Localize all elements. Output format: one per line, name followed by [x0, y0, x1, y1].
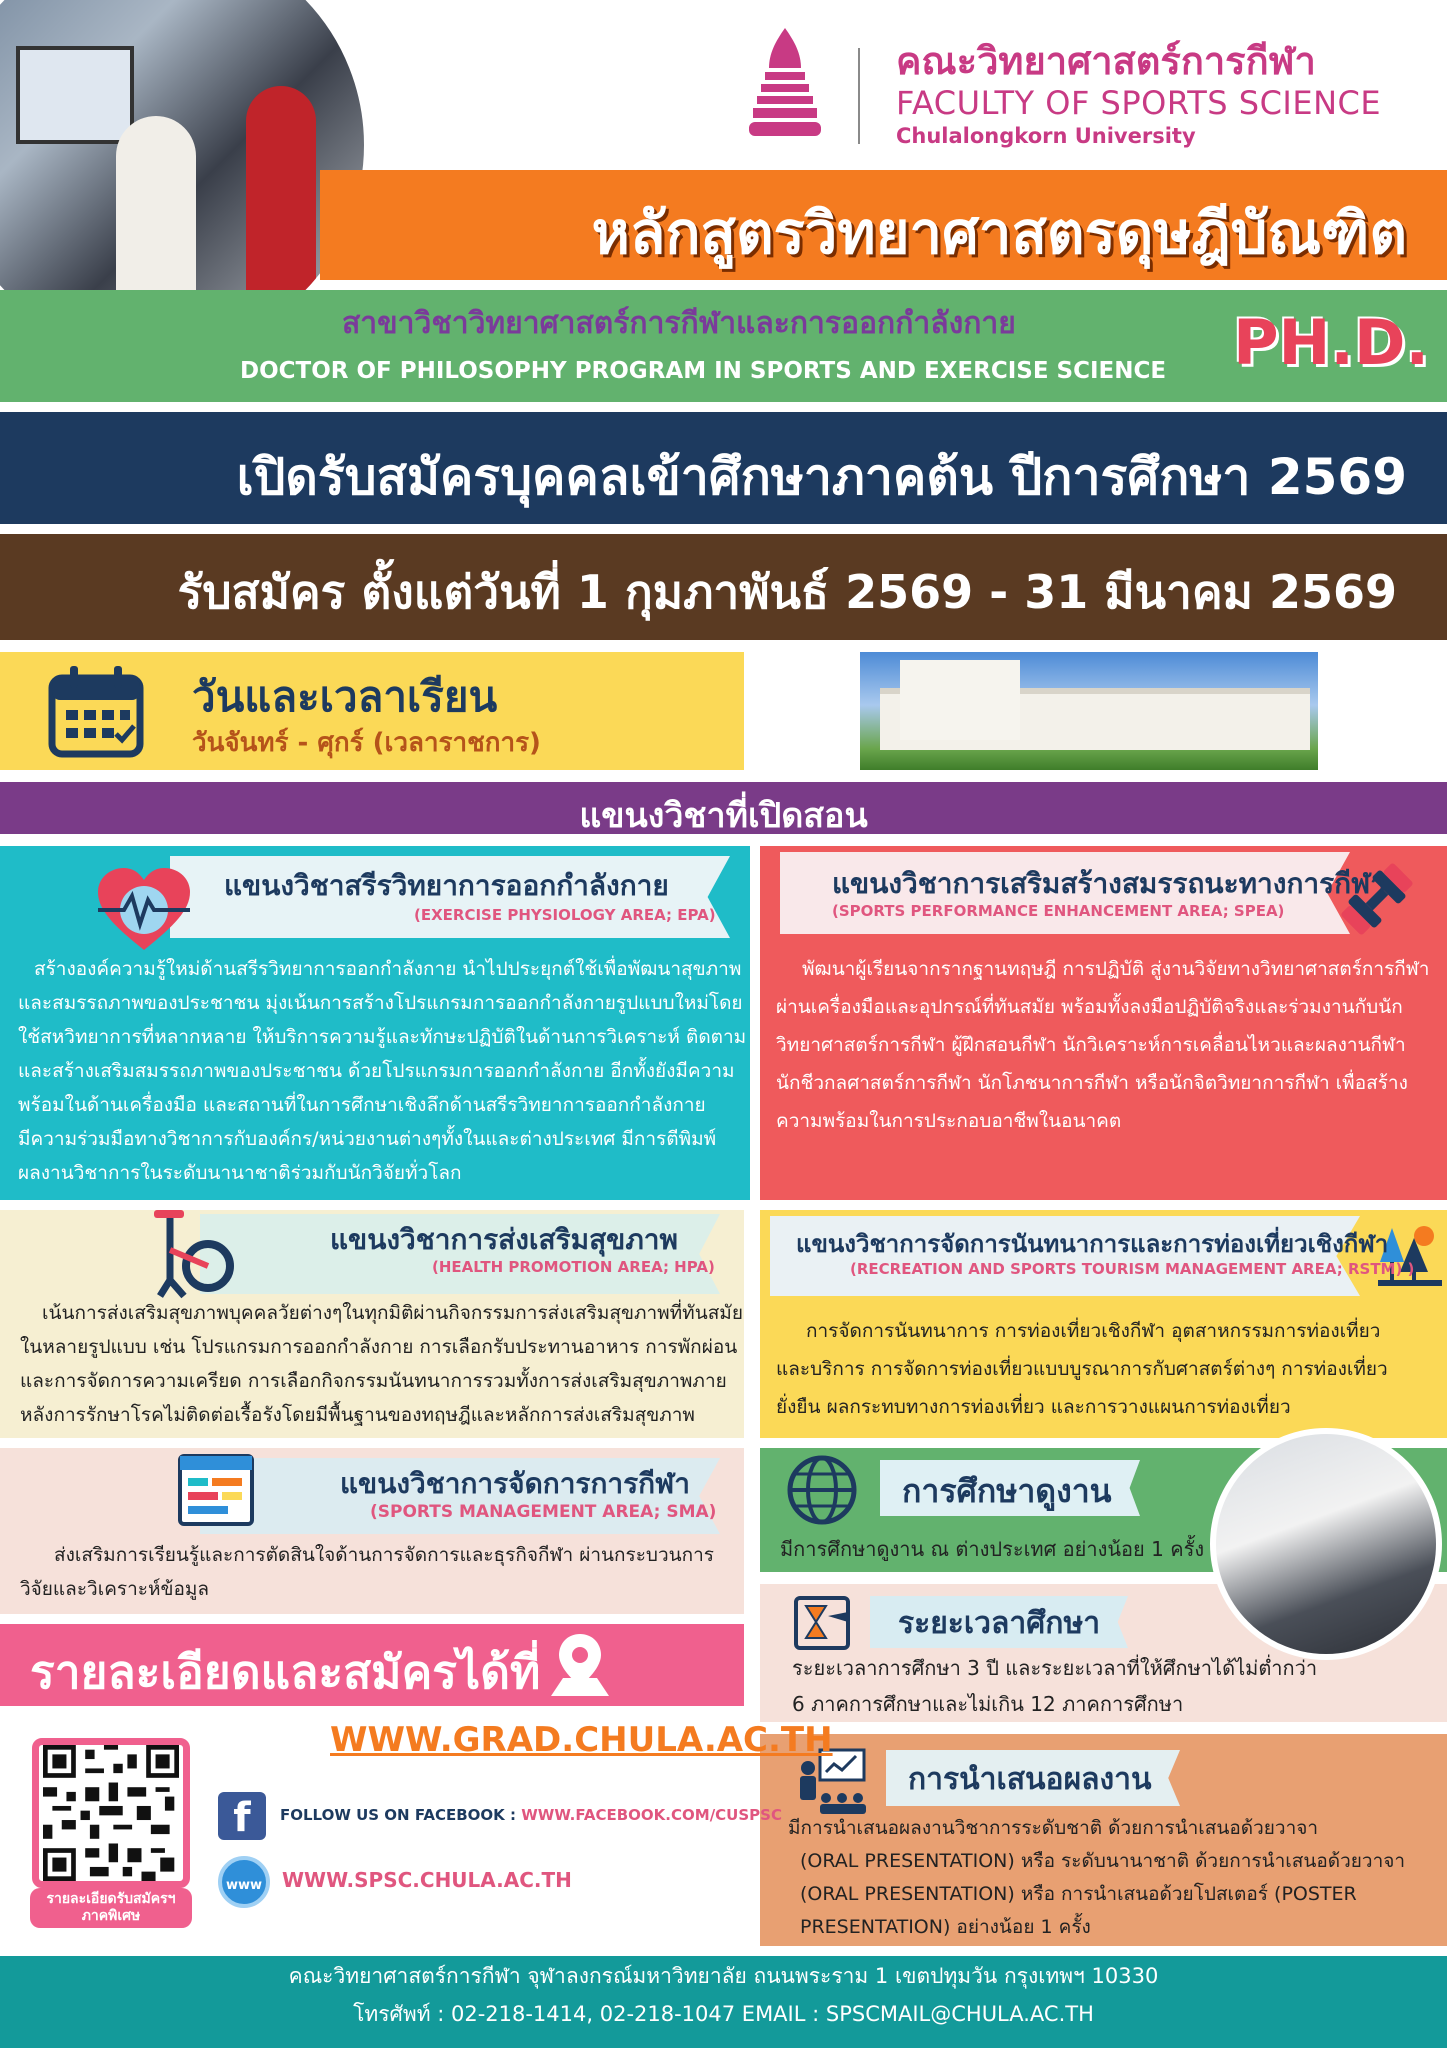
presentation-line: มีการนำเสนอผลงานวิชาการระดับชาติ ด้วยการนำเสนอด้วยวาจา [788, 1817, 1319, 1839]
schedule-board-icon [178, 1454, 254, 1526]
exercise-bike-icon [150, 1210, 240, 1300]
hourglass-icon [792, 1592, 852, 1652]
spea-line: ความพร้อมในการประกอบอาชีพในอนาคต [776, 1110, 1122, 1132]
rstm-description [776, 1312, 1436, 1426]
hpa-line: และการจัดการความเครียด การเลือกกิจกรรมนันทนาการรวมทั้งการส่งเสริมสุขภาพภาย [20, 1370, 727, 1392]
spea-line: วิทยาศาสตร์การกีฬา ผู้ฝึกสอนกีฬา นักวิเคราะห์การเคลื่อนไหวและผลงานกีฬา [776, 1034, 1406, 1056]
qr-code[interactable] [32, 1738, 190, 1888]
rstm-title: แขนงวิชาการจัดการนันทนาการและการท่องเที่ยวเชิงกีฬา [796, 1230, 1389, 1258]
rstm-line: และบริการ การจัดการท่องเที่ยวแบบบูรณาการกับศาสตร์ต่างๆ การท่องเที่ยว [776, 1358, 1388, 1380]
chula-emblem-icon [745, 24, 825, 144]
epa-subtitle: (EXERCISE PHYSIOLOGY AREA; EPA) [414, 906, 716, 924]
location-pin-icon [545, 1630, 615, 1700]
heart-pulse-icon [94, 866, 194, 954]
epa-line: ผลงานวิชาการในระดับนานาชาติร่วมกับนักวิจัยทั่วโลก [18, 1162, 462, 1184]
spea-description [776, 950, 1436, 1140]
gym-photo [1210, 1428, 1442, 1660]
qr-code-pattern [39, 1745, 183, 1881]
major-title-en: DOCTOR OF PHILOSOPHY PROGRAM IN SPORTS AND EXERCISE SCIENCE [240, 358, 1167, 384]
spea-line: นักชีวกลศาสตร์การกีฬา นักโภชนาการกีฬา หรือนักจิตวิทยาการกีฬา เพื่อสร้าง [776, 1072, 1408, 1094]
facebook-icon[interactable]: f [218, 1792, 266, 1840]
epa-title: แขนงวิชาสรีรวิทยาการออกกำลังกาย [224, 869, 669, 902]
university-name: Chulalongkorn University [896, 124, 1196, 148]
spea-line: ผ่านเครื่องมือและอุปกรณ์ที่ทันสมัย พร้อมทั้งลงมือปฏิบัติจริงและร่วมงานกับนัก [776, 996, 1403, 1018]
register-heading: รายละเอียดและสมัครได้ที่ [30, 1645, 541, 1699]
epa-line: พร้อมในด้านเครื่องมือ และสถานที่ในการศึกษาเชิงลึกด้านสรีรวิทยาการออกกำลังกาย [18, 1094, 706, 1116]
www-icon[interactable]: www [218, 1856, 270, 1908]
rstm-line: ยั่งยืน ผลกระทบทางการท่องเที่ยว และการวางแผนการท่องเที่ยว [776, 1396, 1291, 1418]
faculty-building-photo [860, 652, 1318, 770]
major-title-th: สาขาวิชาวิทยาศาสตร์การกีฬาและการออกกำลังกาย [342, 306, 1016, 341]
admission-text: เปิดรับสมัครบุคคลเข้าศึกษาภาคต้น ปีการศึกษา 2569 [236, 448, 1407, 506]
sma-title: แขนงวิชาการจัดการการกีฬา [340, 1467, 690, 1500]
program-title: หลักสูตรวิทยาศาสตรดุษฎีบัณฑิต [591, 199, 1407, 267]
hpa-title: แขนงวิชาการส่งเสริมสุขภาพ [330, 1223, 678, 1256]
hpa-line: หลังการรักษาโรคไม่ติดต่อเรื้อรังโดยมีพื้นฐานของทฤษฎีและหลักการส่งเสริมสุขภาพ [20, 1404, 695, 1426]
sma-line: ส่งเสริมการเรียนรู้และการตัดสินใจด้านการจัดการและธุรกิจกีฬา ผ่านกระบวนการ [54, 1544, 714, 1566]
footer-address: คณะวิทยาศาสตร์การกีฬา จุฬาลงกรณ์มหาวิทยาลัย ถนนพระราม 1 เขตปทุมวัน กรุงเทพฯ 10330 [288, 1964, 1159, 1988]
qr-caption [30, 1888, 192, 1928]
facebook-link[interactable]: WWW.FACEBOOK.COM/CUSPSC [521, 1806, 782, 1824]
sma-line: วิจัยและวิเคราะห์ข้อมูล [20, 1578, 210, 1600]
globe-icon [786, 1454, 858, 1526]
duration-line: 6 ภาคการศึกษาและไม่เกิน 12 ภาคการศึกษา [792, 1692, 1184, 1716]
faculty-website-link[interactable]: WWW.SPSC.CHULA.AC.TH [282, 1868, 572, 1892]
calendar-icon [48, 664, 144, 758]
monitor-image [16, 46, 134, 144]
sma-subtitle: (SPORTS MANAGEMENT AREA; SMA) [370, 1502, 717, 1522]
presentation-title: การนำเสนอผลงาน [908, 1762, 1152, 1797]
hpa-line: เน้นการส่งเสริมสุขภาพบุคคลวัยต่างๆในทุกมิติผ่านกิจกรรมการส่งเสริมสุขภาพที่ทันสมัย [42, 1302, 743, 1324]
study-visit-title: การศึกษาดูงาน [902, 1472, 1112, 1510]
epa-line: สร้างองค์ความรู้ใหม่ด้านสรีรวิทยาการออกกำลังกาย นำไปประยุกต์ใช้เพื่อพัฒนาสุขภาพ [34, 958, 742, 980]
application-period: รับสมัคร ตั้งแต่วันที่ 1 กุมภาพันธ์ 2569 - 31 มีนาคม 2569 [177, 565, 1397, 619]
spea-subtitle: (SPORTS PERFORMANCE ENHANCEMENT AREA; SPEA) [832, 902, 1285, 920]
epa-description [18, 952, 747, 1190]
epa-line: และสร้างเสริมสมรรถภาพของประชาชน ด้วยโปรแกรมการออกกำลังกาย อีกทั้งยังมีความ [18, 1060, 735, 1082]
qr-caption-line-1: รายละเอียดรับสมัครฯ [46, 1891, 176, 1907]
qr-caption-line-2: ภาคพิเศษ [81, 1908, 141, 1924]
spea-line: พัฒนาผู้เรียนจากรากฐานทฤษฎี การปฏิบัติ สู่งานวิจัยทางวิทยาศาสตร์การกีฬา [802, 958, 1430, 980]
hpa-description [20, 1296, 744, 1432]
presentation-line: (ORAL PRESENTATION) หรือ การนำเสนอด้วยโปสเตอร์ (POSTER [800, 1883, 1357, 1905]
schedule-title: วันและเวลาเรียน [192, 672, 498, 721]
faculty-name-en: FACULTY OF SPORTS SCIENCE [896, 84, 1382, 122]
rstm-line: การจัดการนันทนาการ การท่องเที่ยวเชิงกีฬา อุตสาหกรรมการท่องเที่ยว [806, 1320, 1381, 1342]
grad-website-link[interactable]: WWW.GRAD.CHULA.AC.TH [330, 1720, 833, 1760]
courses-heading: แขนงวิชาที่เปิดสอน [579, 796, 868, 836]
sma-description [20, 1538, 744, 1606]
study-visit-text: มีการศึกษาดูงาน ณ ต่างประเทศ อย่างน้อย 1 ครั้ง [780, 1537, 1205, 1561]
duration-description [792, 1650, 1317, 1722]
schedule-subtitle: วันจันทร์ - ศุกร์ (เวลาราชการ) [192, 728, 541, 758]
epa-line: และสมรรถภาพของประชาชน มุ่งเน้นการสร้างโปรแกรมการออกกำลังกายรูปแบบใหม่โดย [18, 992, 743, 1014]
rstm-subtitle: (RECREATION AND SPORTS TOURISM MANAGEMENT AREA; RSTM) ) [850, 1260, 1415, 1278]
degree-badge: PH.D. [1233, 306, 1429, 379]
duration-title: ระยะเวลาศึกษา [898, 1606, 1101, 1641]
logo-divider [858, 48, 860, 144]
spea-title: แขนงวิชาการเสริมสร้างสมรรถนะทางการกีฬา [832, 867, 1386, 900]
duration-line: ระยะเวลาการศึกษา 3 ปี และระยะเวลาที่ให้ศึกษาได้ไม่ต่ำกว่า [792, 1656, 1318, 1680]
footer-contact: โทรศัพท์ : 02-218-1414, 02-218-1047 EMAIL : SPSCMAIL@CHULA.AC.TH [353, 2002, 1094, 2026]
hpa-subtitle: (HEALTH PROMOTION AREA; HPA) [432, 1258, 715, 1276]
facebook-follow [280, 1806, 782, 1824]
presentation-line: (ORAL PRESENTATION) หรือ ระดับนานาชาติ ด้วยการนำเสนอด้วยวาจา [800, 1850, 1406, 1872]
epa-line: ใช้สหวิทยาการที่หลากหลาย ให้บริการความรู้และทักษะปฏิบัติในด้านการวิเคราะห์ ติดตาม [18, 1026, 747, 1048]
presentation-description [788, 1812, 1405, 1944]
building-front [900, 660, 1020, 740]
facebook-label: FOLLOW US ON FACEBOOK : [280, 1806, 517, 1824]
faculty-name-th: คณะวิทยาศาสตร์การกีฬา [896, 39, 1316, 83]
hpa-line: ในหลายรูปแบบ เช่น โปรแกรมการออกกำลังกาย การเลือกรับประทานอาหาร การพักผ่อน [20, 1336, 738, 1358]
presentation-line: PRESENTATION) อย่างน้อย 1 ครั้ง [800, 1916, 1091, 1938]
epa-line: มีความร่วมมือทางวิชาการกับองค์กร/หน่วยงานต่างๆทั้งในและต่างประเทศ มีการตีพิมพ์ [18, 1128, 717, 1150]
